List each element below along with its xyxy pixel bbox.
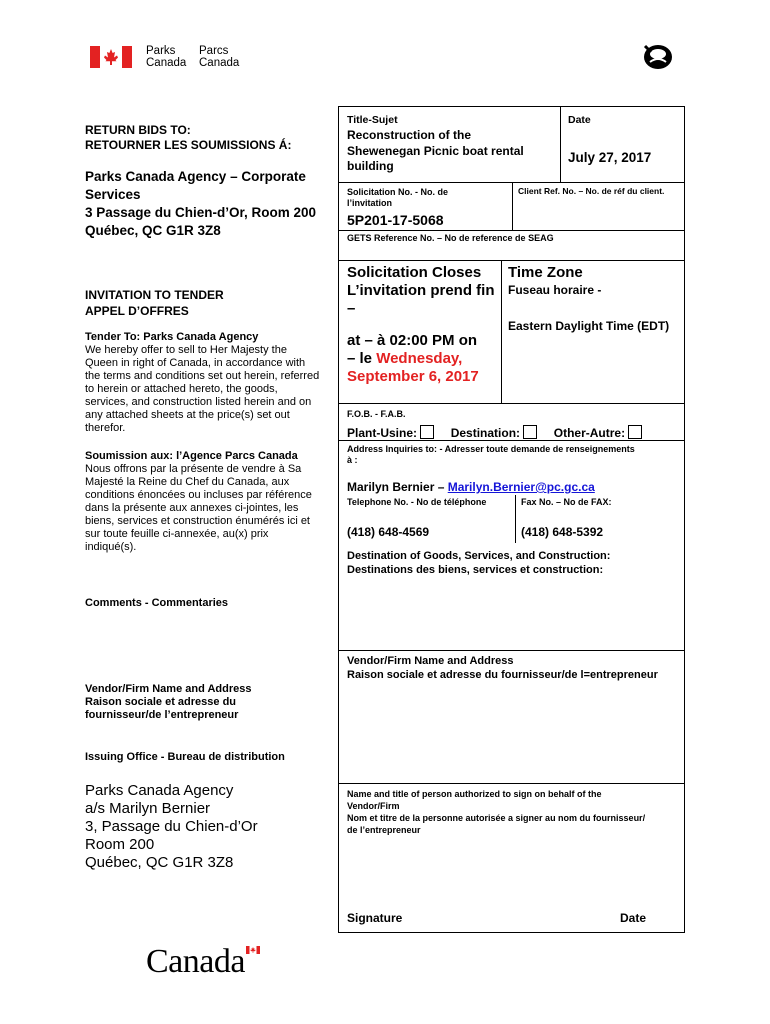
canada-wordmark: Canada xyxy=(146,943,245,980)
solicitation-closes-label: Solicitation Closes L’invitation prend fin – xyxy=(347,264,495,317)
dept-name-fr: Parcs Canada xyxy=(199,45,240,69)
closing-datetime: at – à 02:00 PM on – le Wednesday, September 6, 2017 xyxy=(347,332,479,385)
contact-line: Marilyn Bernier – Marilyn.Bernier@pc.gc.ca xyxy=(347,480,595,494)
issuing-office-label: Issuing Office - Bureau de distribution xyxy=(85,751,285,763)
vendor-firm-label-right: Vendor/Firm Name and Address Raison sociale et adresse du fournisseur/de l=entrepreneur xyxy=(347,655,658,681)
parks-canada-beaver-icon xyxy=(641,40,675,74)
canada-flag-icon xyxy=(90,46,132,68)
other-checkbox[interactable] xyxy=(628,425,642,439)
tender-to-block: Tender To: Parks Canada Agency We hereby offer to sell to Her Majesty the Queen in right of Canada, in accordance with the terms and conditions set out herein, referred to herein or attached hereto, the goods, services, and construction listed herein and on any attached sheets at the price(s) set out therefor. xyxy=(85,331,320,434)
canada-wordmark-flag-icon xyxy=(246,946,260,954)
title-label: Title-Sujet xyxy=(347,114,398,126)
inquiries-label: Address Inquiries to: - Adresser toute demande de renseignements à : xyxy=(347,444,635,465)
vendor-firm-label-left: Vendor/Firm Name and Address Raison sociale et adresse du fournisseur/de l’entrepreneur xyxy=(85,683,252,721)
gets-reference-label: GETS Reference No. – No de reference de SEAG xyxy=(347,233,554,243)
time-zone-fr-label: Fuseau horaire - xyxy=(508,283,602,297)
dept-name-en: Parks Canada xyxy=(146,45,187,69)
destination-goods-label: Destination of Goods, Services, and Construction: Destinations des biens, services et construction: xyxy=(347,550,611,576)
soumission-block: Soumission aux: l’Agence Parcs Canada Nous offrons par la présente de vendre à Sa Majesté la Reine du Chef du Canada, aux conditions énoncées ou incluses par référence dans la présente aux annexes ci-jointes, les biens, services et construction énumérés ici et sur toute feuille ci-annexée, au(x) prix indiqué(s). xyxy=(85,450,312,553)
signature-date-label: Date xyxy=(620,911,647,925)
comments-label: Comments - Commentaries xyxy=(85,597,229,609)
fob-options: Plant-Usine: Destination: Other-Autre: xyxy=(347,425,642,441)
telephone-label: Telephone No. - No de téléphone xyxy=(347,497,487,507)
destination-checkbox[interactable] xyxy=(523,425,537,439)
return-bids-label: RETURN BIDS TO: RETOURNER LES SOUMISSIONS Á: xyxy=(85,123,292,152)
title-value: Reconstruction of the Shewenegan Picnic boat rental building xyxy=(347,128,524,173)
return-address: Parks Canada Agency – Corporate Services 3 Passage du Chien-d’Or, Room 200 Québec, QC G1R 3Z8 xyxy=(85,169,317,238)
issuing-office-address: Parks Canada Agency a/s Marilyn Bernier 3, Passage du Chien-d’Or Room 200 Québec, QC G1R 3Z8 xyxy=(85,782,258,871)
solicitation-number: 5P201-17-5068 xyxy=(347,212,444,228)
authorized-person-label: Name and title of person authorized to sign on behalf of the Vendor/Firm Nom et titre de la personne autorisée a signer au nom du fournisseur/ de l’entrepreneur xyxy=(347,789,646,835)
fob-label: F.O.B. - F.A.B. xyxy=(347,409,406,419)
fax-value: (418) 648-5392 xyxy=(521,525,604,539)
date-label: Date xyxy=(568,114,591,126)
fax-label: Fax No. – No de FAX: xyxy=(521,497,612,507)
time-zone-label: Time Zone xyxy=(508,264,583,281)
contact-email-link[interactable]: Marilyn.Bernier@pc.gc.ca xyxy=(447,480,595,494)
invitation-heading: INVITATION TO TENDER APPEL D’OFFRES xyxy=(85,288,224,318)
plant-checkbox[interactable] xyxy=(420,425,434,439)
telephone-value: (418) 648-4569 xyxy=(347,525,430,539)
time-zone-value: Eastern Daylight Time (EDT) xyxy=(508,319,670,333)
solicitation-label: Solicitation No. - No. de l’invitation xyxy=(347,187,448,208)
date-value: July 27, 2017 xyxy=(568,150,652,165)
signature-label: Signature xyxy=(347,911,403,925)
client-ref-label: Client Ref. No. – No. de réf du client. xyxy=(518,186,665,196)
